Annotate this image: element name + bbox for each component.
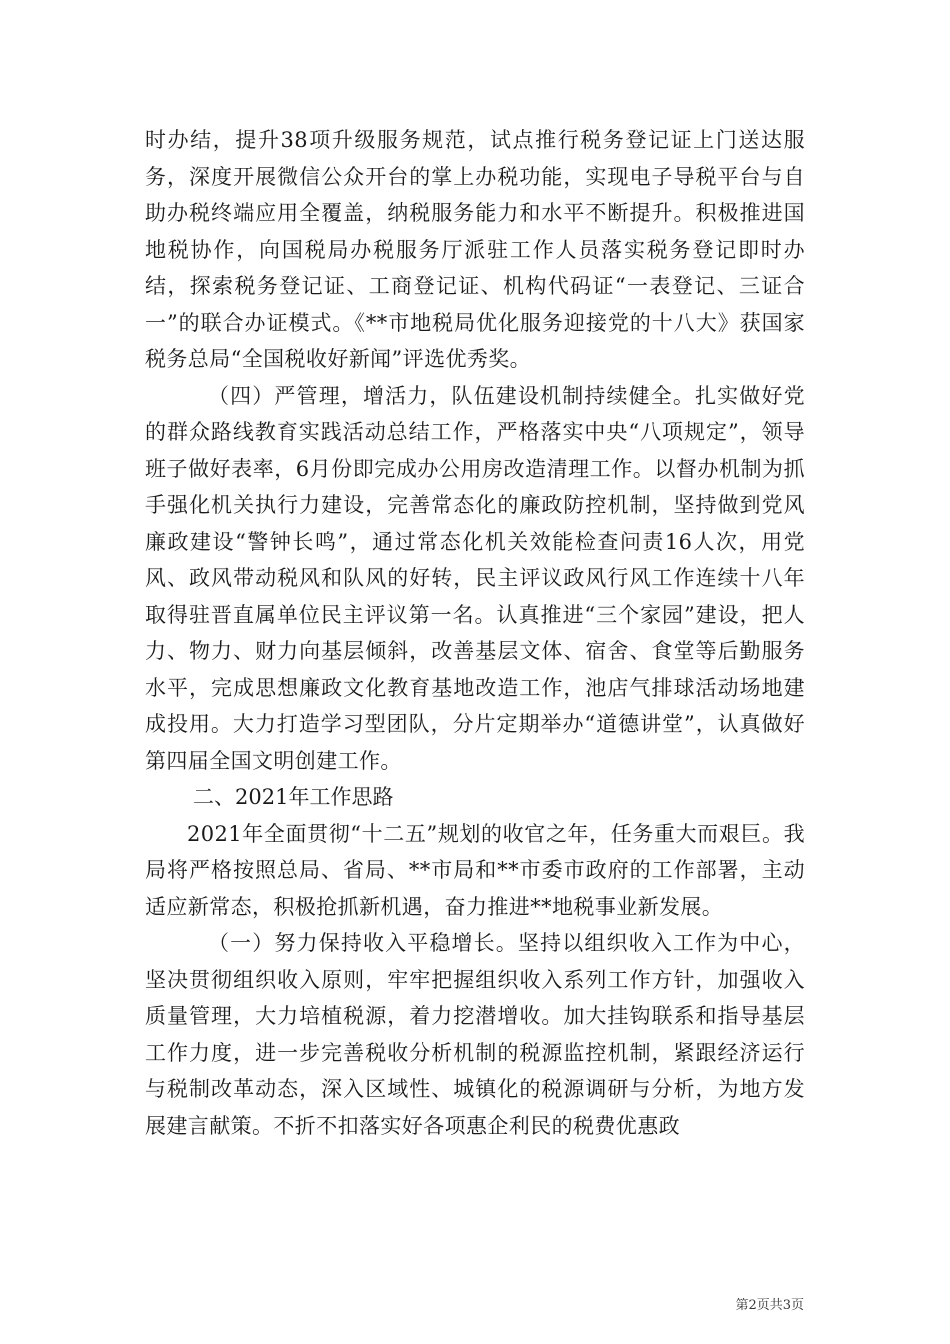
paragraph-revenue-growth: （一）努力保持收入平稳增长。坚持以组织收入工作为中心，坚决贯彻组织收入原则，牢牢把握组织收入系列工作方针，加强收入质量管理，大力培植税源，着力挖潜增收。加大挂钩联系和指导基层工作力度，进一步完善税收分析机制的税源监控机制，紧跟经济运行与税制改革动态，深入区域性、城镇化的税源调研与分析，为地方发展建言献策。不折不扣落实好各项惠企利民的税费优惠政 [145, 931, 805, 1138]
document-body [145, 122, 805, 1144]
paragraph-work-plan-intro: 2021年全面贯彻“十二五”规划的收官之年，任务重大而艰巨。我局将严格按照总局、省局、**市局和**市委市政府的工作部署，主动适应新常态，积极抢抓新机遇，奋力推进**地税事业新发展。 [145, 821, 805, 919]
page-number-footer: 第2页共3页 [735, 1298, 804, 1313]
section-heading: 二、2021年工作思路 [193, 785, 394, 809]
paragraph-team-management: （四）严管理，增活力，队伍建设机制持续健全。扎实做好党的群众路线教育实践活动总结工作，严格落实中央“八项规定”，领导班子做好表率，6月份即完成办公用房改造清理工作。以督办机制为抓手强化机关执行力建设，完善常态化的廉政防控机制，坚持做到党风廉政建设“警钟长鸣”，通过常态化机关效能检查问责16人次，用党风、政风带动税风和队风的好转，民主评议政风行风工作连续十八年取得驻晋直属单位民主评议第一名。认真推进“三个家园”建设，把人力、物力、财力向基层倾斜，改善基层文体、宿舍、食堂等后勤服务水平，完成思想廉政文化教育基地改造工作，池店气排球活动场地建成投用。大力打造学习型团队，分片定期举办“道德讲堂”，认真做好第四届全国文明创建工作。 [145, 383, 805, 773]
paragraph-service-continuation: 时办结，提升38项升级服务规范，试点推行税务登记证上门送达服务，深度开展微信公众开台的掌上办税功能，实现电子导税平台与自助办税终端应用全覆盖，纳税服务能力和水平不断提升。积极推进国地税协作，向国税局办税服务厅派驻工作人员落实税务登记即时办结，探索税务登记证、工商登记证、机构代码证“一表登记、三证合一”的联合办证模式。《**市地税局优化服务迎接党的十八大》获国家税务总局“全国税收好新闻”评选优秀奖。 [145, 128, 805, 371]
